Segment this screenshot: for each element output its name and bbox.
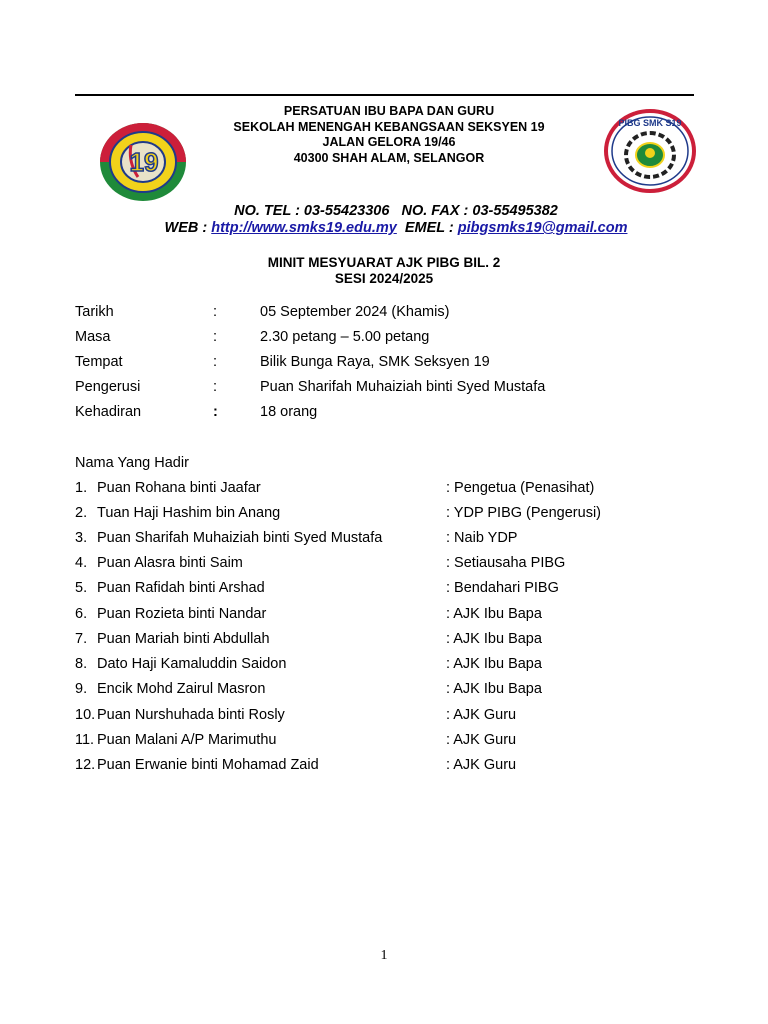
top-divider (75, 94, 694, 96)
info-colon: : (213, 304, 218, 320)
info-value: 18 orang (260, 404, 318, 420)
info-value: Bilik Bunga Raya, SMK Seksyen 19 (260, 354, 490, 370)
info-label: Masa (75, 329, 111, 345)
list-item (75, 480, 695, 500)
item-number: 4. (75, 555, 88, 571)
info-value: 05 September 2024 (Khamis) (260, 304, 450, 320)
info-colon: : (213, 404, 218, 420)
item-number: 11. (75, 732, 95, 748)
list-item (75, 757, 695, 777)
item-number: 12. (75, 757, 96, 773)
attendee-name: Puan Rozieta binti Nandar (97, 606, 267, 622)
attendee-role: : Setiausaha PIBG (446, 555, 566, 571)
info-label: Tarikh (75, 304, 114, 320)
web-label: WEB : (164, 220, 208, 236)
attendee-role: : AJK Ibu Bapa (446, 606, 542, 622)
attendee-name: Puan Sharifah Muhaiziah binti Syed Mustafa (97, 530, 383, 546)
attendee-role: : AJK Ibu Bapa (446, 681, 542, 697)
attendee-role: : Pengetua (Penasihat) (446, 480, 595, 496)
attendee-name: Puan Rafidah binti Arshad (97, 580, 265, 596)
attendee-role: : AJK Guru (446, 757, 517, 773)
item-number: 3. (75, 530, 88, 546)
contact-web-email (0, 220, 768, 236)
title-line-2: SESI 2024/2025 (334, 271, 434, 286)
header-line-school: SEKOLAH MENENGAH KEBANGSAAN SEKSYEN 19 (233, 119, 545, 134)
item-number: 10. (75, 707, 96, 723)
list-item (75, 681, 695, 701)
attendee-name: Encik Mohd Zairul Masron (97, 681, 266, 697)
list-item (75, 580, 695, 600)
info-value: 2.30 petang – 5.00 petang (260, 329, 430, 345)
phone-number: NO. TEL : 03-55423306 (234, 203, 390, 219)
info-label: Kehadiran (75, 404, 142, 420)
info-colon: : (213, 354, 218, 370)
header-line-association: PERSATUAN IBU BAPA DAN GURU (283, 104, 495, 118)
list-item (75, 707, 695, 727)
attendee-role: : AJK Guru (446, 732, 517, 748)
fax-number: NO. FAX : 03-55495382 (401, 203, 558, 219)
list-item (75, 555, 695, 575)
attendee-name: Puan Malani A/P Marimuthu (97, 732, 277, 748)
website-link[interactable]: http://www.smks19.edu.my (211, 220, 397, 236)
item-number: 1. (75, 480, 88, 496)
logo-left-number: 19 (129, 147, 159, 177)
attendee-name: Puan Erwanie binti Mohamad Zaid (97, 757, 319, 773)
item-number: 8. (75, 656, 88, 672)
attendee-role: : AJK Guru (446, 707, 517, 723)
info-colon: : (213, 329, 218, 345)
attendee-role: : YDP PIBG (Pengerusi) (446, 505, 602, 521)
item-number: 9. (75, 681, 88, 697)
attendee-role: : Bendahari PIBG (446, 580, 559, 596)
logo-right-text: PIBG SMK S19 (618, 118, 682, 128)
attendee-role: : AJK Ibu Bapa (446, 656, 542, 672)
item-number: 6. (75, 606, 88, 622)
list-item (75, 606, 695, 626)
contact-phone-fax (0, 203, 768, 219)
attendee-role: : AJK Ibu Bapa (446, 631, 542, 647)
item-number: 7. (75, 631, 88, 647)
info-label: Pengerusi (75, 379, 141, 395)
info-label: Tempat (75, 354, 123, 370)
attendance-heading: Nama Yang Hadir (75, 455, 189, 471)
info-colon: : (213, 379, 218, 395)
attendee-name: Puan Mariah binti Abdullah (97, 631, 270, 647)
document-title (0, 255, 768, 287)
list-item (75, 631, 695, 651)
attendee-name: Puan Alasra binti Saim (97, 555, 243, 571)
header-line-street: JALAN GELORA 19/46 (322, 135, 456, 149)
item-number: 2. (75, 505, 88, 521)
attendee-name: Tuan Haji Hashim bin Anang (97, 505, 281, 521)
info-value: Puan Sharifah Muhaiziah binti Syed Mustafa (260, 379, 546, 395)
header-line-city: 40300 SHAH ALAM, SELANGOR (293, 150, 485, 165)
list-item (75, 656, 695, 676)
attendee-name: Puan Rohana binti Jaafar (97, 480, 261, 496)
title-line-1: MINIT MESYUARAT AJK PIBG BIL. 2 (267, 255, 501, 270)
school-header (0, 104, 768, 166)
email-link[interactable]: pibgsmks19@gmail.com (457, 220, 628, 236)
list-item (75, 530, 695, 550)
item-number: 5. (75, 580, 88, 596)
list-item (75, 505, 695, 525)
attendee-role: : Naib YDP (446, 530, 518, 546)
page-number: 1 (380, 948, 388, 963)
attendee-name: Puan Nurshuhada binti Rosly (97, 707, 285, 723)
attendee-name: Dato Haji Kamaluddin Saidon (97, 656, 287, 672)
email-label: EMEL : (404, 220, 454, 236)
list-item (75, 732, 695, 752)
